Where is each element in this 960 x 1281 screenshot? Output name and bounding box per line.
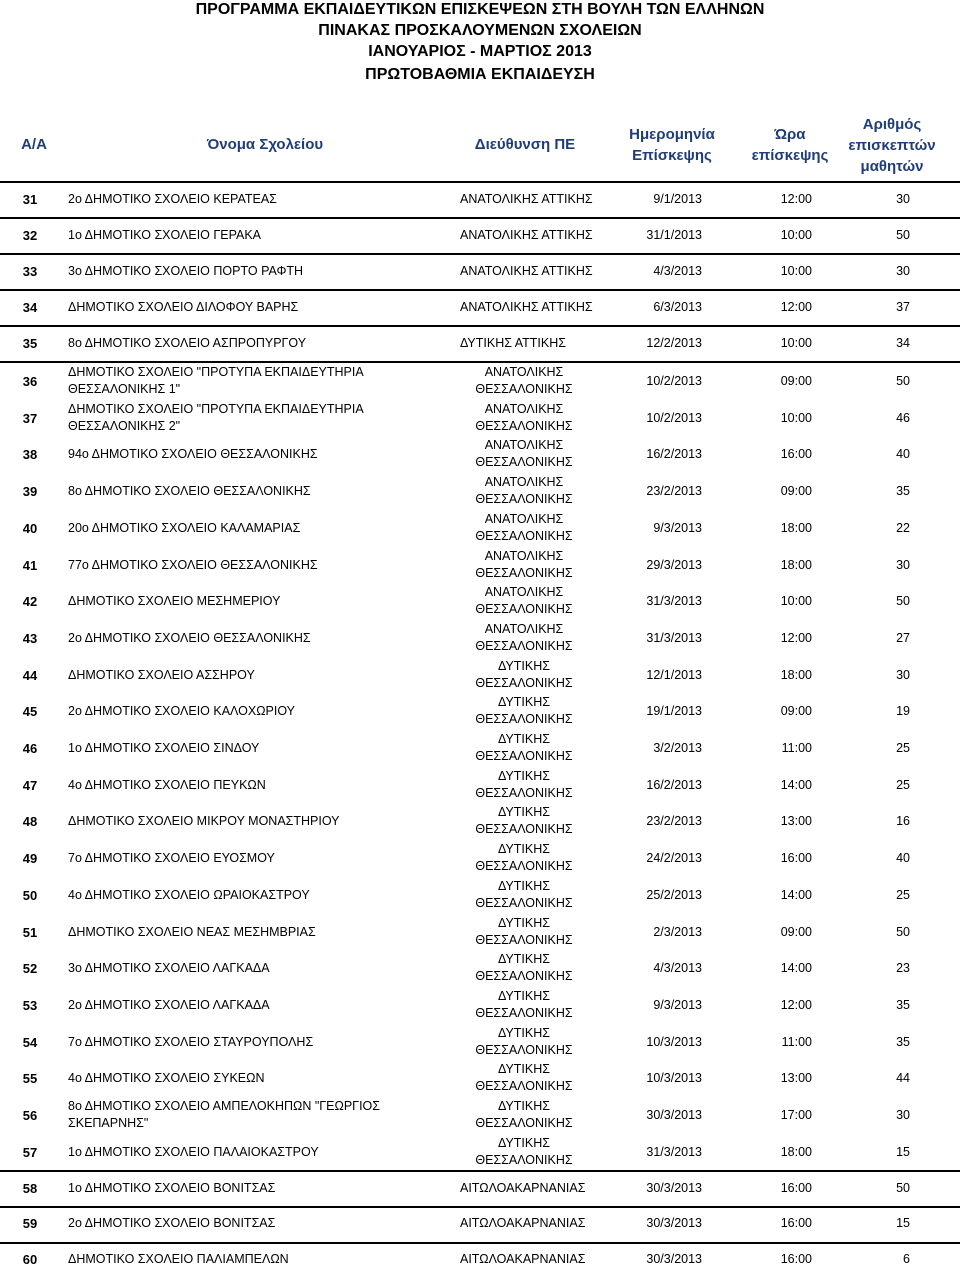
visit-time: 12:00 <box>780 630 812 645</box>
row-number: 38 <box>22 447 38 463</box>
visit-date: 2/3/2013 <box>653 924 702 939</box>
school-name: 1ο ΔΗΜΟΤΙΚΟ ΣΧΟΛΕΙΟ ΣΙΝΔΟΥ <box>68 741 260 755</box>
school-name: 4ο ΔΗΜΟΤΙΚΟ ΣΧΟΛΕΙΟ ΣΥΚΕΩΝ <box>68 1071 265 1086</box>
directorate: ΑΝΑΤΟΛΙΚΗΣ <box>484 585 564 600</box>
row-number: 36 <box>22 374 38 389</box>
visitor-count: 50 <box>896 594 910 609</box>
school-name: 8ο ΔΗΜΟΤΙΚΟ ΣΧΟΛΕΙΟ ΑΣΠΡΟΠΥΡΓΟΥ <box>68 336 307 350</box>
visitor-count: 34 <box>896 336 910 350</box>
visit-date: 31/3/2013 <box>646 630 702 645</box>
visit-time: 18:00 <box>780 520 812 535</box>
document-subtitle: ΠΙΝΑΚΑΣ ΠΡΟΣΚΑΛΟΥΜΕΝΩΝ ΣΧΟΛΕΙΩΝ <box>318 22 642 39</box>
row-number: 40 <box>22 520 38 536</box>
row-number: 50 <box>22 887 38 903</box>
visitor-count: 19 <box>896 704 910 719</box>
directorate: ΑΙΤΩΛΟΑΚΑΡΝΑΝΙΑΣ <box>460 1181 586 1195</box>
visit-time: 16:00 <box>780 447 812 462</box>
directorate: ΑΙΤΩΛΟΑΚΑΡΝΑΝΙΑΣ <box>460 1252 586 1266</box>
directorate: ΔΥΤΙΚΗΣ <box>498 695 550 710</box>
header-visitors-line3: μαθητών <box>860 158 924 175</box>
directorate: ΑΝΑΤΟΛΙΚΗΣ <box>484 475 564 490</box>
directorate-cont: ΘΕΣΣΑΛΟΝΙΚΗΣ <box>475 932 573 947</box>
school-name: 1ο ΔΗΜΟΤΙΚΟ ΣΧΟΛΕΙΟ ΠΑΛΑΙΟΚΑΣΤΡΟΥ <box>68 1144 319 1159</box>
directorate-cont: ΘΕΣΣΑΛΟΝΙΚΗΣ <box>475 712 573 727</box>
document-period: ΙΑΝΟΥΑΡΙΟΣ - ΜΑΡΤΙΟΣ 2013 <box>368 43 592 60</box>
directorate-cont: ΘΕΣΣΑΛΟΝΙΚΗΣ <box>475 638 573 653</box>
visitor-count: 35 <box>896 484 910 499</box>
visitor-count: 35 <box>896 997 910 1012</box>
row-number: 31 <box>22 192 38 207</box>
directorate-cont: ΘΕΣΣΑΛΟΝΙΚΗΣ <box>475 602 573 617</box>
row-number: 59 <box>22 1216 38 1231</box>
visit-time: 18:00 <box>780 667 812 682</box>
school-name-cont: ΘΕΣΣΑΛΟΝΙΚΗΣ 1" <box>68 382 181 396</box>
visit-time: 10:00 <box>780 336 812 350</box>
visit-time: 11:00 <box>781 1034 812 1049</box>
visitor-count: 30 <box>896 1108 910 1122</box>
directorate: ΑΝΑΤΟΛΙΚΗΣ <box>484 401 564 416</box>
directorate-cont: ΘΕΣΣΑΛΟΝΙΚΗΣ <box>475 528 573 543</box>
row-divider <box>0 253 960 255</box>
visitor-count: 44 <box>896 1071 910 1086</box>
school-name: ΔΗΜΟΤΙΚΟ ΣΧΟΛΕΙΟ "ΠΡΟΤΥΠΑ ΕΚΠΑΙΔΕΥΤΗΡΙΑ <box>68 401 364 416</box>
visitor-count: 30 <box>896 667 910 682</box>
directorate-cont: ΘΕΣΣΑΛΟΝΙΚΗΣ <box>475 1152 573 1167</box>
visitor-count: 23 <box>896 961 910 976</box>
row-number: 47 <box>22 777 38 793</box>
visit-date: 10/2/2013 <box>646 374 702 388</box>
directorate: ΑΙΤΩΛΟΑΚΑΡΝΑΝΙΑΣ <box>460 1216 586 1230</box>
visit-time: 16:00 <box>780 1216 812 1230</box>
visit-date: 10/3/2013 <box>646 1071 702 1086</box>
row-number: 45 <box>22 704 38 720</box>
school-name: 1ο ΔΗΜΟΤΙΚΟ ΣΧΟΛΕΙΟ ΒΟΝΙΤΣΑΣ <box>68 1181 276 1195</box>
visit-date: 30/3/2013 <box>646 1181 702 1195</box>
visit-time: 10:00 <box>780 264 812 278</box>
row-number: 52 <box>22 961 38 977</box>
visit-date: 10/3/2013 <box>646 1034 702 1049</box>
directorate: ΑΝΑΤΟΛΙΚΗΣ ΑΤΤΙΚΗΣ <box>460 264 593 278</box>
school-name: 2ο ΔΗΜΟΤΙΚΟ ΣΧΟΛΕΙΟ ΛΑΓΚΑΔΑ <box>68 997 270 1012</box>
row-number: 49 <box>22 851 38 867</box>
directorate: ΔΥΤΙΚΗΣ ΑΤΤΙΚΗΣ <box>460 336 566 350</box>
visit-time: 16:00 <box>780 1252 812 1266</box>
school-name: 3ο ΔΗΜΟΤΙΚΟ ΣΧΟΛΕΙΟ ΛΑΓΚΑΔΑ <box>68 961 270 976</box>
school-name: 20ο ΔΗΜΟΤΙΚΟ ΣΧΟΛΕΙΟ ΚΑΛΑΜΑΡΙΑΣ <box>68 520 301 535</box>
school-name: 2ο ΔΗΜΟΤΙΚΟ ΣΧΟΛΕΙΟ ΚΕΡΑΤΕΑΣ <box>68 192 277 206</box>
visit-date: 31/1/2013 <box>646 228 702 242</box>
directorate-cont: ΘΕΣΣΑΛΟΝΙΚΗΣ <box>475 895 573 910</box>
visit-time: 16:00 <box>780 1181 812 1195</box>
directorate: ΔΥΤΙΚΗΣ <box>498 952 550 967</box>
visit-date: 9/3/2013 <box>653 997 702 1012</box>
document-title: ΠΡΟΓΡΑΜΜΑ ΕΚΠΑΙΔΕΥΤΙΚΩΝ ΕΠΙΣΚΕΨΕΩΝ ΣΤΗ ΒΟΥΛΗ ΤΩΝ ΕΛΛΗΝΩΝ <box>195 1 765 18</box>
school-name: 7ο ΔΗΜΟΤΙΚΟ ΣΧΟΛΕΙΟ ΣΤΑΥΡΟΥΠΟΛΗΣ <box>68 1034 314 1049</box>
header-visitors <box>842 114 942 177</box>
school-name: ΔΗΜΟΤΙΚΟ ΣΧΟΛΕΙΟ ΝΕΑΣ ΜΕΣΗΜΒΡΙΑΣ <box>68 924 316 939</box>
row-number: 39 <box>22 484 38 500</box>
directorate: ΔΥΤΙΚΗΣ <box>498 915 550 930</box>
directorate: ΔΥΤΙΚΗΣ <box>498 1062 550 1077</box>
directorate-cont: ΘΕΣΣΑΛΟΝΙΚΗΣ <box>475 382 573 396</box>
visitor-count: 35 <box>896 1034 910 1049</box>
school-name: 7ο ΔΗΜΟΤΙΚΟ ΣΧΟΛΕΙΟ ΕΥΟΣΜΟΥ <box>68 851 275 866</box>
visit-time: 12:00 <box>780 997 812 1012</box>
directorate: ΑΝΑΤΟΛΙΚΗΣ <box>484 365 564 379</box>
row-number: 41 <box>22 557 38 573</box>
row-number: 56 <box>22 1108 38 1123</box>
visit-date: 4/3/2013 <box>653 961 702 976</box>
directorate: ΑΝΑΤΟΛΙΚΗΣ <box>484 511 564 526</box>
visitor-count: 27 <box>896 630 910 645</box>
directorate-cont: ΘΕΣΣΑΛΟΝΙΚΗΣ <box>475 969 573 984</box>
visit-date: 24/2/2013 <box>646 851 702 866</box>
visit-date: 30/3/2013 <box>646 1216 702 1230</box>
header-directorate: Διεύθυνση ΠΕ <box>474 136 576 153</box>
row-number: 34 <box>22 300 38 315</box>
row-number: 54 <box>22 1034 38 1050</box>
visitor-count: 15 <box>896 1144 910 1159</box>
school-name: 4ο ΔΗΜΟΤΙΚΟ ΣΧΟΛΕΙΟ ΩΡΑΙΟΚΑΣΤΡΟΥ <box>68 887 310 902</box>
visit-date: 23/2/2013 <box>646 814 702 829</box>
visit-date: 9/1/2013 <box>653 192 702 206</box>
visit-date: 23/2/2013 <box>646 484 702 499</box>
school-name: ΔΗΜΟΤΙΚΟ ΣΧΟΛΕΙΟ ΜΙΚΡΟΥ ΜΟΝΑΣΤΗΡΙΟΥ <box>68 814 340 829</box>
school-name: 8ο ΔΗΜΟΤΙΚΟ ΣΧΟΛΕΙΟ ΘΕΣΣΑΛΟΝΙΚΗΣ <box>68 484 311 499</box>
visit-time: 14:00 <box>780 887 812 902</box>
directorate-cont: ΘΕΣΣΑΛΟΝΙΚΗΣ <box>475 822 573 837</box>
visitor-count: 40 <box>896 447 910 462</box>
directorate: ΑΝΑΤΟΛΙΚΗΣ ΑΤΤΙΚΗΣ <box>460 228 593 242</box>
directorate-cont: ΘΕΣΣΑΛΟΝΙΚΗΣ <box>475 749 573 763</box>
directorate: ΑΝΑΤΟΛΙΚΗΣ <box>484 621 564 636</box>
visit-time: 12:00 <box>780 300 812 314</box>
school-name: 1ο ΔΗΜΟΤΙΚΟ ΣΧΟΛΕΙΟ ΓΕΡΑΚΑ <box>68 228 262 242</box>
row-number: 35 <box>22 336 38 351</box>
school-name: ΔΗΜΟΤΙΚΟ ΣΧΟΛΕΙΟ ΑΣΣΗΡΟΥ <box>68 667 255 682</box>
visitor-count: 50 <box>896 374 910 388</box>
directorate: ΔΥΤΙΚΗΣ <box>498 1025 550 1040</box>
directorate: ΔΥΤΙΚΗΣ <box>498 768 550 783</box>
visit-date: 12/1/2013 <box>646 667 702 682</box>
visit-time: 13:00 <box>780 814 812 829</box>
school-name: 3ο ΔΗΜΟΤΙΚΟ ΣΧΟΛΕΙΟ ΠΟΡΤΟ ΡΑΦΤΗ <box>68 264 304 278</box>
visitor-count: 25 <box>896 887 910 902</box>
directorate: ΔΥΤΙΚΗΣ <box>498 658 550 673</box>
visitor-count: 37 <box>896 300 910 314</box>
visitor-count: 50 <box>896 924 910 939</box>
visit-time: 10:00 <box>780 410 812 425</box>
row-number: 53 <box>22 997 38 1013</box>
directorate: ΔΥΤΙΚΗΣ <box>498 1135 550 1150</box>
visit-date: 29/3/2013 <box>646 557 702 572</box>
school-name: ΔΗΜΟΤΙΚΟ ΣΧΟΛΕΙΟ ΔΙΛΟΦΟΥ ΒΑΡΗΣ <box>68 300 299 314</box>
directorate-cont: ΘΕΣΣΑΛΟΝΙΚΗΣ <box>475 1005 573 1020</box>
directorate-cont: ΘΕΣΣΑΛΟΝΙΚΗΣ <box>475 1042 573 1057</box>
visit-date: 31/3/2013 <box>646 594 702 609</box>
row-number: 48 <box>22 814 38 830</box>
visit-time: 09:00 <box>780 374 812 388</box>
visit-time: 14:00 <box>780 961 812 976</box>
directorate: ΑΝΑΤΟΛΙΚΗΣ <box>484 548 564 563</box>
row-number: 37 <box>22 410 38 426</box>
visit-date: 30/3/2013 <box>646 1108 702 1122</box>
directorate: ΔΥΤΙΚΗΣ <box>498 842 550 857</box>
school-name: 4ο ΔΗΜΟΤΙΚΟ ΣΧΟΛΕΙΟ ΠΕΥΚΩΝ <box>68 777 266 792</box>
directorate: ΑΝΑΤΟΛΙΚΗΣ ΑΤΤΙΚΗΣ <box>460 192 593 206</box>
visit-time: 11:00 <box>781 741 812 755</box>
row-number: 55 <box>22 1071 38 1087</box>
row-divider <box>0 361 960 363</box>
row-number: 51 <box>22 924 38 940</box>
row-divider <box>0 289 960 291</box>
visitor-count: 25 <box>896 741 910 755</box>
school-name: 2ο ΔΗΜΟΤΙΚΟ ΣΧΟΛΕΙΟ ΒΟΝΙΤΣΑΣ <box>68 1216 276 1230</box>
visit-date: 3/2/2013 <box>653 741 702 755</box>
visit-time: 09:00 <box>780 704 812 719</box>
header-visitors-line1: Αριθμός <box>862 116 922 133</box>
row-number: 33 <box>22 264 38 279</box>
school-name: ΔΗΜΟΤΙΚΟ ΣΧΟΛΕΙΟ "ΠΡΟΤΥΠΑ ΕΚΠΑΙΔΕΥΤΗΡΙΑ <box>68 365 364 379</box>
visitor-count: 16 <box>896 814 910 829</box>
visitor-count: 46 <box>896 410 910 425</box>
visit-date: 31/3/2013 <box>646 1144 702 1159</box>
visit-date: 6/3/2013 <box>653 300 702 314</box>
header-time-line1: Ώρα <box>774 126 806 143</box>
visit-time: 14:00 <box>780 777 812 792</box>
directorate-cont: ΘΕΣΣΑΛΟΝΙΚΗΣ <box>475 455 573 470</box>
row-divider <box>0 1170 960 1172</box>
header-date-line2: Επίσκεψης <box>632 147 712 164</box>
visit-time: 10:00 <box>780 594 812 609</box>
visit-date: 9/3/2013 <box>653 520 702 535</box>
school-name: 94ο ΔΗΜΟΤΙΚΟ ΣΧΟΛΕΙΟ ΘΕΣΣΑΛΟΝΙΚΗΣ <box>68 447 318 462</box>
visitor-count: 50 <box>896 228 910 242</box>
school-name: ΔΗΜΟΤΙΚΟ ΣΧΟΛΕΙΟ ΠΑΛΙΑΜΠΕΛΩΝ <box>68 1252 289 1266</box>
directorate-cont: ΘΕΣΣΑΛΟΝΙΚΗΣ <box>475 1116 573 1130</box>
school-name: 2ο ΔΗΜΟΤΙΚΟ ΣΧΟΛΕΙΟ ΘΕΣΣΑΛΟΝΙΚΗΣ <box>68 630 311 645</box>
visit-time: 10:00 <box>780 228 812 242</box>
row-divider <box>0 181 960 183</box>
visit-time: 18:00 <box>780 557 812 572</box>
visit-date: 16/2/2013 <box>646 777 702 792</box>
row-number: 60 <box>22 1252 38 1267</box>
directorate-cont: ΘΕΣΣΑΛΟΝΙΚΗΣ <box>475 492 573 507</box>
visit-time: 12:00 <box>780 192 812 206</box>
row-number: 44 <box>22 667 38 683</box>
visit-date: 10/2/2013 <box>646 410 702 425</box>
visitor-count: 6 <box>903 1252 910 1266</box>
directorate: ΑΝΑΤΟΛΙΚΗΣ ΑΤΤΙΚΗΣ <box>460 300 593 314</box>
directorate: ΔΥΤΙΚΗΣ <box>498 878 550 893</box>
school-name: 77ο ΔΗΜΟΤΙΚΟ ΣΧΟΛΕΙΟ ΘΕΣΣΑΛΟΝΙΚΗΣ <box>68 557 318 572</box>
document-level: ΠΡΩΤΟΒΑΘΜΙΑ ΕΚΠΑΙΔΕΥΣΗ <box>365 66 595 83</box>
header-visitors-line2: επισκεπτών <box>848 137 936 154</box>
visit-date: 25/2/2013 <box>646 887 702 902</box>
header-date <box>608 124 736 166</box>
row-number: 46 <box>22 741 38 756</box>
visit-date: 16/2/2013 <box>646 447 702 462</box>
school-name-cont: ΣΚΕΠΑΡΝΗΣ" <box>68 1116 149 1130</box>
school-name: ΔΗΜΟΤΙΚΟ ΣΧΟΛΕΙΟ ΜΕΣΗΜΕΡΙΟΥ <box>68 594 281 609</box>
visit-time: 18:00 <box>780 1144 812 1159</box>
row-number: 43 <box>22 630 38 646</box>
directorate: ΑΝΑΤΟΛΙΚΗΣ <box>484 438 564 453</box>
visitor-count: 50 <box>896 1181 910 1195</box>
visitor-count: 30 <box>896 192 910 206</box>
directorate-cont: ΘΕΣΣΑΛΟΝΙΚΗΣ <box>475 565 573 580</box>
row-divider <box>0 325 960 327</box>
visit-time: 17:00 <box>780 1108 812 1122</box>
visitor-count: 25 <box>896 777 910 792</box>
header-aa: Α/Α <box>21 136 47 153</box>
row-divider <box>0 1206 960 1208</box>
directorate: ΔΥΤΙΚΗΣ <box>498 1099 550 1113</box>
visit-date: 12/2/2013 <box>646 336 702 350</box>
header-time <box>738 124 842 166</box>
directorate: ΔΥΤΙΚΗΣ <box>498 988 550 1003</box>
row-number: 42 <box>22 594 38 610</box>
header-school-name: Όνομα Σχολείου <box>206 136 324 153</box>
visit-time: 09:00 <box>780 484 812 499</box>
visitor-count: 30 <box>896 557 910 572</box>
visit-date: 19/1/2013 <box>646 704 702 719</box>
visitor-count: 15 <box>896 1216 910 1230</box>
row-number: 58 <box>22 1181 38 1196</box>
visit-time: 13:00 <box>780 1071 812 1086</box>
visit-date: 4/3/2013 <box>653 264 702 278</box>
visit-time: 09:00 <box>780 924 812 939</box>
visit-time: 16:00 <box>780 851 812 866</box>
row-number: 57 <box>22 1144 38 1160</box>
directorate: ΔΥΤΙΚΗΣ <box>498 805 550 820</box>
directorate-cont: ΘΕΣΣΑΛΟΝΙΚΗΣ <box>475 1079 573 1094</box>
visit-date: 30/3/2013 <box>646 1252 702 1266</box>
school-name-cont: ΘΕΣΣΑΛΟΝΙΚΗΣ 2" <box>68 418 181 433</box>
directorate-cont: ΘΕΣΣΑΛΟΝΙΚΗΣ <box>475 418 573 433</box>
directorate: ΔΥΤΙΚΗΣ <box>498 732 550 746</box>
visitor-count: 22 <box>896 520 910 535</box>
school-name: 8ο ΔΗΜΟΤΙΚΟ ΣΧΟΛΕΙΟ ΑΜΠΕΛΟΚΗΠΩΝ "ΓΕΩΡΓΙΟΣ <box>68 1099 380 1113</box>
directorate-cont: ΘΕΣΣΑΛΟΝΙΚΗΣ <box>475 785 573 800</box>
row-divider <box>0 217 960 219</box>
directorate-cont: ΘΕΣΣΑΛΟΝΙΚΗΣ <box>475 859 573 874</box>
visitor-count: 40 <box>896 851 910 866</box>
visitor-count: 30 <box>896 264 910 278</box>
directorate-cont: ΘΕΣΣΑΛΟΝΙΚΗΣ <box>475 675 573 690</box>
header-date-line1: Ημερομηνία <box>629 126 715 143</box>
school-name: 2ο ΔΗΜΟΤΙΚΟ ΣΧΟΛΕΙΟ ΚΑΛΟΧΩΡΙΟΥ <box>68 704 296 719</box>
row-number: 32 <box>22 228 38 243</box>
header-time-line2: επίσκεψης <box>751 147 829 164</box>
row-divider <box>0 1242 960 1244</box>
